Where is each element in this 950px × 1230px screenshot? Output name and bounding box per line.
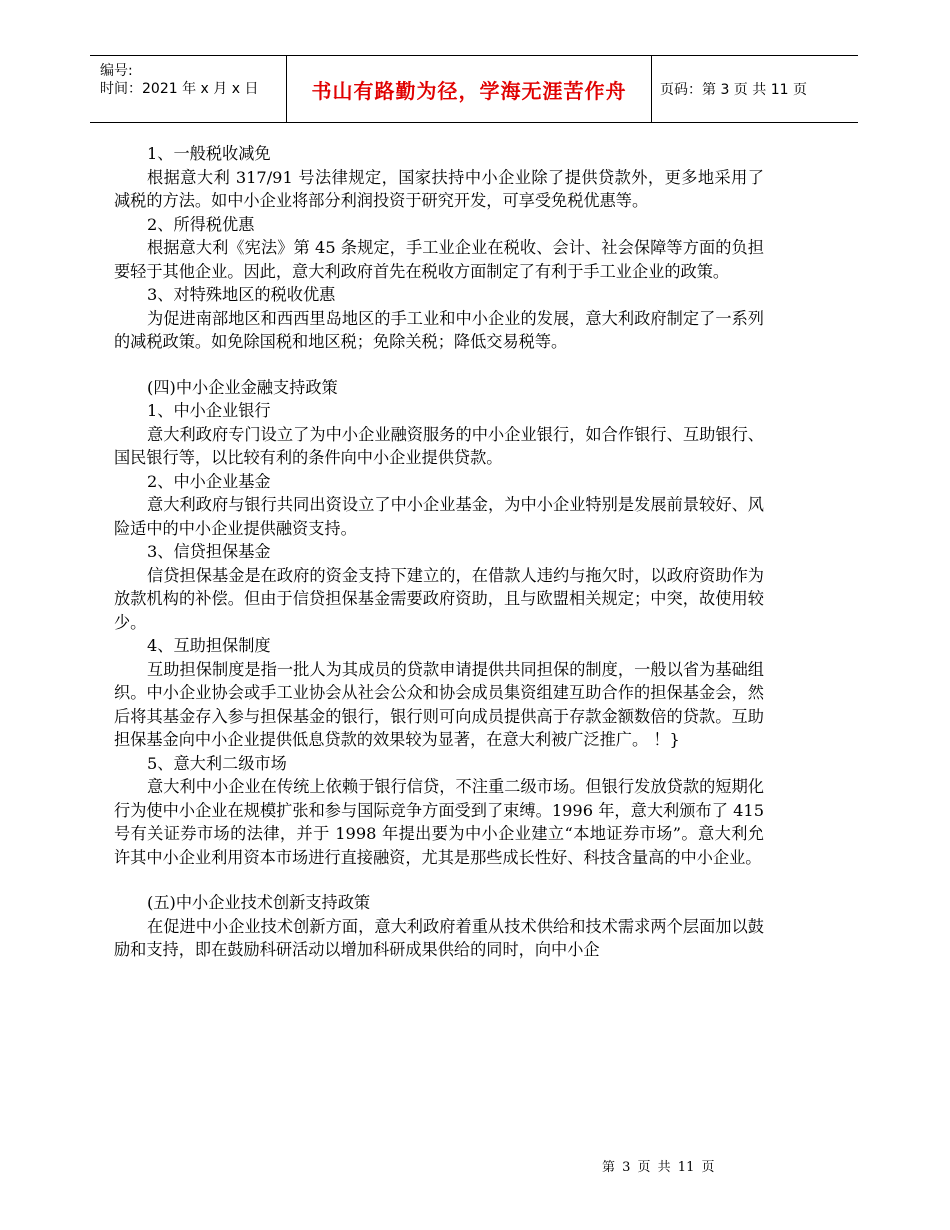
section-heading: 1、一般税收减免 bbox=[147, 144, 271, 163]
header-motto: 书山有路勤为径，学海无涯苦作舟 bbox=[286, 56, 652, 122]
date-label: 时间：2021 年 x 月 x 日 bbox=[100, 81, 259, 97]
paragraph: 根据意大利 317/91 号法律规定，国家扶持中小企业除了提供贷款外，更多地采用了减税的方法。如中小企业将部分利润投资于研究开发，可享受免税优惠等。 bbox=[114, 167, 764, 210]
paragraph: 根据意大利《宪法》第 45 条规定，手工业企业在税收、会计、社会保障等方面的负担要轻于其他企业。因此，意大利政府首先在税收方面制定了有利于手工业企业的政策。 bbox=[114, 238, 764, 281]
section-heading: 3、对特殊地区的税收优惠 bbox=[147, 285, 336, 304]
page-footer: 第 3 页 共 11 页 bbox=[602, 1160, 715, 1175]
section-heading: 4、互助担保制度 bbox=[147, 636, 271, 655]
chapter-title: (五)中小企业技术创新支持政策 bbox=[147, 893, 371, 912]
section-heading: 3、信贷担保基金 bbox=[147, 542, 271, 561]
paragraph: 为促进南部地区和西西里岛地区的手工业和中小企业的发展，意大利政府制定了一系列的减税政策。如免除国税和地区税；免除关税；降低交易税等。 bbox=[114, 308, 764, 351]
section-heading: 5、意大利二级市场 bbox=[147, 753, 287, 773]
header-page-info: 页码：第 3 页 共 11 页 bbox=[660, 82, 807, 98]
page-header bbox=[90, 55, 858, 123]
paragraph: 意大利政府专门设立了为中小企业融资服务的中小企业银行，如合作银行、互助银行、国民银行等，以比较有利的条件向中小企业提供贷款。 bbox=[114, 424, 764, 467]
paragraph: 意大利中小企业在传统上依赖于银行信贷，不注重二级市场。但银行发放贷款的短期化行为使中小企业在规模扩张和参与国际竞争方面受到了束缚。1996 年，意大利颁布了 415 号有关证券市场的法律，并于 1998 年提出要为中小企业建立“本地证券市场”。意大利允许其中小企业利用资本市场进行直接融资，尤其是那些成长性好、科技含量高的中小企业。 bbox=[114, 777, 764, 867]
paragraph: 信贷担保基金是在政府的资金支持下建立的，在借款人违约与拖欠时，以政府资助作为放款机构的补偿。但由于信贷担保基金需要政府资助，且与欧盟相关规定；中突，故使用较少。 bbox=[114, 565, 764, 632]
paragraph: 意大利政府与银行共同出资设立了中小企业基金，为中小企业特别是发展前景较好、风险适中的中小企业提供融资支持。 bbox=[114, 495, 764, 538]
paragraph: 互助担保制度是指一批人为其成员的贷款申请提供共同担保的制度，一般以省为基础组织。中小企业协会或手工业协会从社会公众和协会成员集资组建互助合作的担保基金会，然后将其基金存入参与担保基金的银行，银行则可向成员提供高于存款金额数倍的贷款。互助担保基金向中小企业提供低息贷款的效果较为显著，在意大利被广泛推广。 ！} bbox=[114, 659, 764, 749]
document-body bbox=[114, 142, 764, 962]
section-heading: 1、中小企业银行 bbox=[147, 401, 271, 420]
chapter-title: (四)中小企业金融支持政策 bbox=[147, 377, 338, 397]
paragraph: 在促进中小企业技术创新方面，意大利政府着重从技术供给和技术需求两个层面加以鼓励和支持，即在鼓励科研活动以增加科研成果供给的同时，向中小企 bbox=[114, 916, 764, 959]
section-heading: 2、所得税优惠 bbox=[147, 214, 255, 234]
serial-label: 编号: bbox=[100, 63, 133, 79]
section-heading: 2、中小企业基金 bbox=[147, 471, 271, 491]
header-meta bbox=[90, 56, 286, 122]
